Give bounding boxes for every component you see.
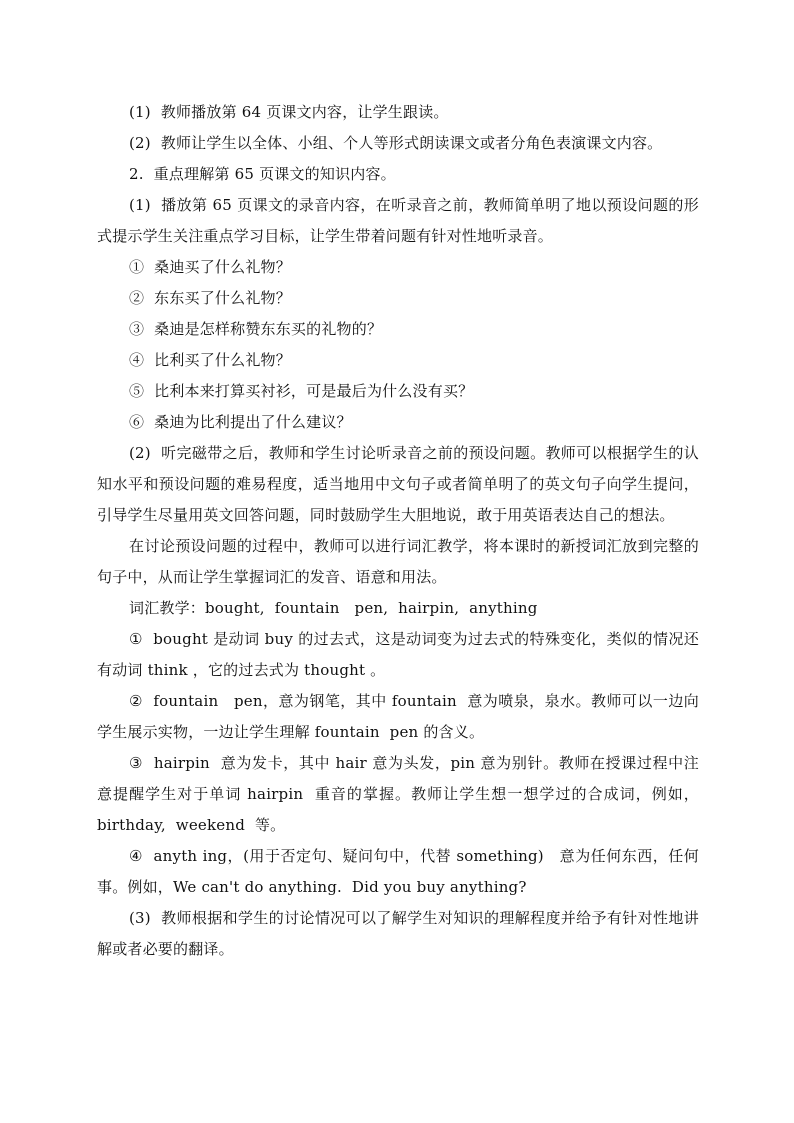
vocabulary-heading: 词汇教学：bought, fountain pen, hairpin, anything <box>129 599 538 617</box>
question-5: ⑤ 比利本来打算买衬衫，可是最后为什么没有买？ <box>129 382 474 400</box>
question-2: ② 东东买了什么礼物？ <box>129 289 291 307</box>
paragraph-1: (1) 教师播放第 64 页课文内容，让学生跟读。 <box>129 103 449 121</box>
vocabulary-item-4: ④ anyth ing，(用于否定句、疑问句中，代替 something) 意为任何东西，任何事。例如，We can't do anything. Did you buy anything? <box>97 847 699 896</box>
question-1: ① 桑迪买了什么礼物？ <box>129 258 291 276</box>
vocabulary-item-1: ① bought 是动词 buy 的过去式，这是动词变为过去式的特殊变化，类似的情况还有动词 think ，它的过去式为 thought 。 <box>97 630 699 679</box>
question-4: ④ 比利买了什么礼物？ <box>129 351 291 369</box>
vocabulary-item-2: ② fountain pen，意为钢笔，其中 fountain 意为喷泉，泉水。教师可以一边向学生展示实物，一边让学生理解 fountain pen 的含义。 <box>97 692 699 741</box>
paragraph-3: 2. 重点理解第 65 页课文的知识内容。 <box>129 165 396 183</box>
paragraph-4: (1) 播放第 65 页课文的录音内容，在听录音之前，教师简单明了地以预设问题的形式提示学生关注重点学习目标，让学生带着问题有针对性地听录音。 <box>97 196 699 245</box>
document-body <box>97 97 699 965</box>
paragraph-6: 在讨论预设问题的过程中，教师可以进行词汇教学，将本课时的新授词汇放到完整的句子中，从而让学生掌握词汇的发音、语意和用法。 <box>97 537 699 586</box>
paragraph-7: (3) 教师根据和学生的讨论情况可以了解学生对知识的理解程度并给予有针对性地讲解或者必要的翻译。 <box>97 909 699 958</box>
vocabulary-item-3: ③ hairpin 意为发卡，其中 hair 意为头发，pin 意为别针。教师在授课过程中注意提醒学生对于单词 hairpin 重音的掌握。教师让学生想一想学过的合成词，例如，birthday, weekend 等。 <box>97 754 699 834</box>
question-6: ⑥ 桑迪为比利提出了什么建议？ <box>129 413 352 431</box>
question-3: ③ 桑迪是怎样称赞东东买的礼物的？ <box>129 320 383 338</box>
paragraph-2: (2) 教师让学生以全体、小组、个人等形式朗读课文或者分角色表演课文内容。 <box>129 134 663 152</box>
paragraph-5: (2) 听完磁带之后，教师和学生讨论听录音之前的预设问题。教师可以根据学生的认知水平和预设问题的难易程度，适当地用中文句子或者简单明了的英文句子向学生提问，引导学生尽量用英文回答问题，同时鼓励学生大胆地说，敢于用英语表达自己的想法。 <box>97 444 699 524</box>
